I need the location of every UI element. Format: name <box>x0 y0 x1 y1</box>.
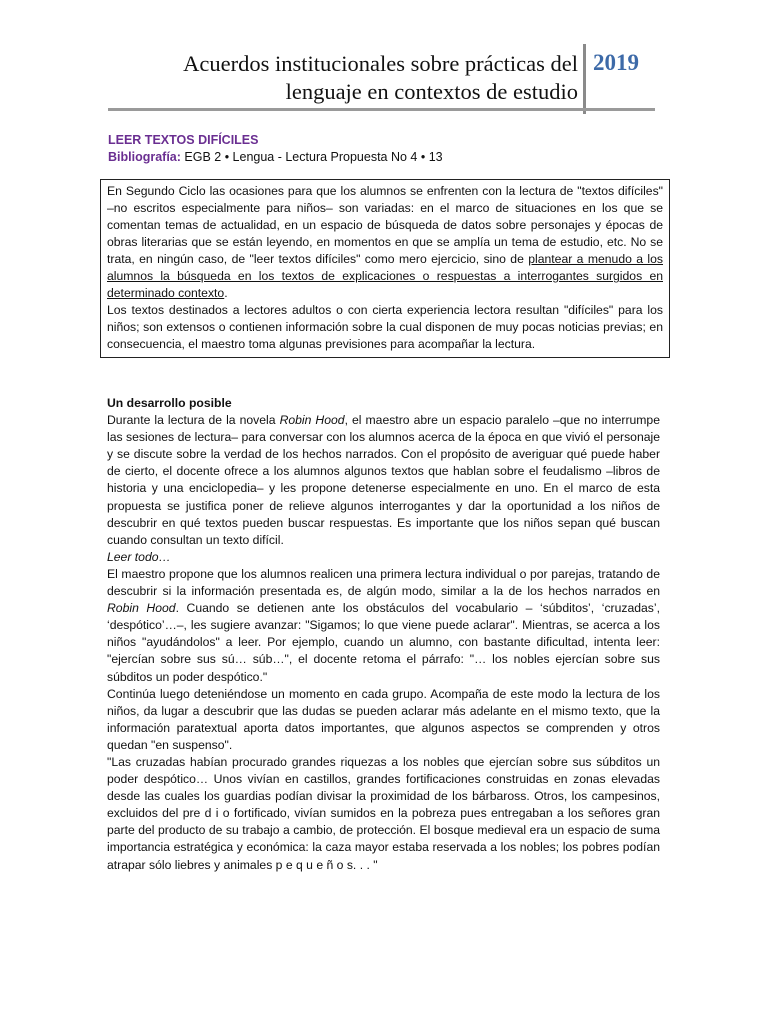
body-paragraph-1 <box>107 412 660 549</box>
intro-paragraph-1-end: . <box>224 286 228 301</box>
header-horizontal-divider <box>108 108 655 111</box>
body-paragraph-1-a: Durante la lectura de la novela <box>107 413 280 428</box>
document-title <box>108 50 578 106</box>
body-paragraph-2 <box>107 566 660 686</box>
intro-paragraph-1 <box>107 183 663 302</box>
bibliography-line <box>108 150 443 164</box>
document-title-line-2: lenguaje en contextos de estudio <box>285 79 578 104</box>
body-paragraph-2-title: Robin Hood <box>107 601 176 616</box>
body-paragraph-3: Continúa luego deteniéndose un momento en cada grupo. Acompaña de este modo la lectura de los niños, da lugar a descubrir que las dudas se pueden aclarar más adelante en el mismo texto, que la información paratextual aporta datos importantes, que algunos aspectos se comprenden y otros quedan "en suspenso". <box>107 686 660 752</box>
body-paragraph-1-b: , el maestro abre un espacio paralelo –que no interrumpe las sesiones de lectura– para conversar con los alumnos acerca de la época en que vivió el personaje y se discute sobre la verdad de los hechos narrados. Con el propósito de averiguar qué puede haber de cierto, el docente ofrece a los alumnos algunos textos que hablan sobre el feudalismo –libros de historia y una enciclopedia– y les propone detenerse especialmente en uno. En el marco de esta propuesta se justifica poner de relieve algunos interrogantes y dar la oportunidad a los niños de descubrir en qué textos pueden buscar respuestas. Es importante que los niños sepan qué buscan cuando consultan un texto difícil. <box>107 413 660 547</box>
document-title-line-1: Acuerdos institucionales sobre prácticas del <box>183 51 578 76</box>
intro-underlined-text: plantear a menudo a los alumnos la búsqueda en los textos de explicaciones o respuestas a interrogantes surgidos en determinado contexto <box>107 252 663 301</box>
bibliography-label: Bibliografía: <box>108 150 181 164</box>
body-paragraph-2-a: El maestro propone que los alumnos realicen una primera lectura individual o por parejas, tratando de descubrir si la información presentada es, de algún modo, similar a la de los hechos narrados en <box>107 566 660 599</box>
intro-paragraph-2: Los textos destinados a lectores adultos o con cierta experiencia lectora resultan "difíciles" para los niños; son extensos o contienen información sobre la cual disponen de muy pocas noticias previas; en consecuencia, el maestro toma algunas previsiones para acompañar la lectura. <box>107 303 663 352</box>
body-paragraph-1-title: Robin Hood <box>279 413 345 428</box>
header-vertical-divider <box>583 44 586 114</box>
section-title: LEER TEXTOS DIFÍCILES <box>108 133 259 147</box>
body-subheading: Un desarrollo posible <box>107 396 232 410</box>
bibliography-text: EGB 2 • Lengua - Lectura Propuesta No 4 • 13 <box>180 150 443 164</box>
body-quote-paragraph: "Las cruzadas habían procurado grandes riquezas a los nobles que ejercían sobre sus súbditos un poder despótico… Unos vivían en castillos, grandes fortificaciones construidas en zonas elevadas desde las cuales los guardias podían divisar la proximidad de los bárbaross. Otros, los campesinos, excluidos del pre d i o fortificado, vivían sumidos en la pobreza pues entregaban a los señores gran parte del producto de su trabajo a cambio, de protección. El bosque medieval era un espacio de suma importancia estratégica y económica: la caza mayor estaba reservada a los nobles; los pobres podían atrapar sólo liebres y animales p e q u e ñ o s. . . " <box>107 754 660 872</box>
body-paragraph-2-b: . Cuando se detienen ante los obstáculos del vocabulario – ‘súbditos’, ‘cruzadas’, ‘despótico’…–, les sugiere avanzar: "Sigamos; lo que viene puede aclarar". Mientras, se acerca a los niños "ayudándolos" a leer. Por ejemplo, cuando un alumno, con bastante dificultad, intenta leer: "ejercían sobre sus sú… súb…", el docente retoma el párrafo: "… los nobles ejercían sobre sus súbditos un poder despótico." <box>107 601 660 684</box>
intro-box <box>100 179 670 358</box>
intro-paragraph-1-start: En Segundo Ciclo las ocasiones para que los alumnos se enfrenten con la lectura de "textos difíciles" –no escritos especialmente para niños– son variadas: en el marco de situaciones en los que se comentan temas de actualidad, en un espacio de búsqueda de datos sobre personajes y épocas de obras literarias que se están leyendo, en momentos en que se amplía un tema de estudio, etc. No se trata, en ningún caso, de "leer textos difíciles" como mero ejercicio, sino de <box>107 184 663 267</box>
leer-todo-heading: Leer todo… <box>107 549 171 564</box>
body-section <box>107 395 660 874</box>
document-year: 2019 <box>593 50 639 75</box>
